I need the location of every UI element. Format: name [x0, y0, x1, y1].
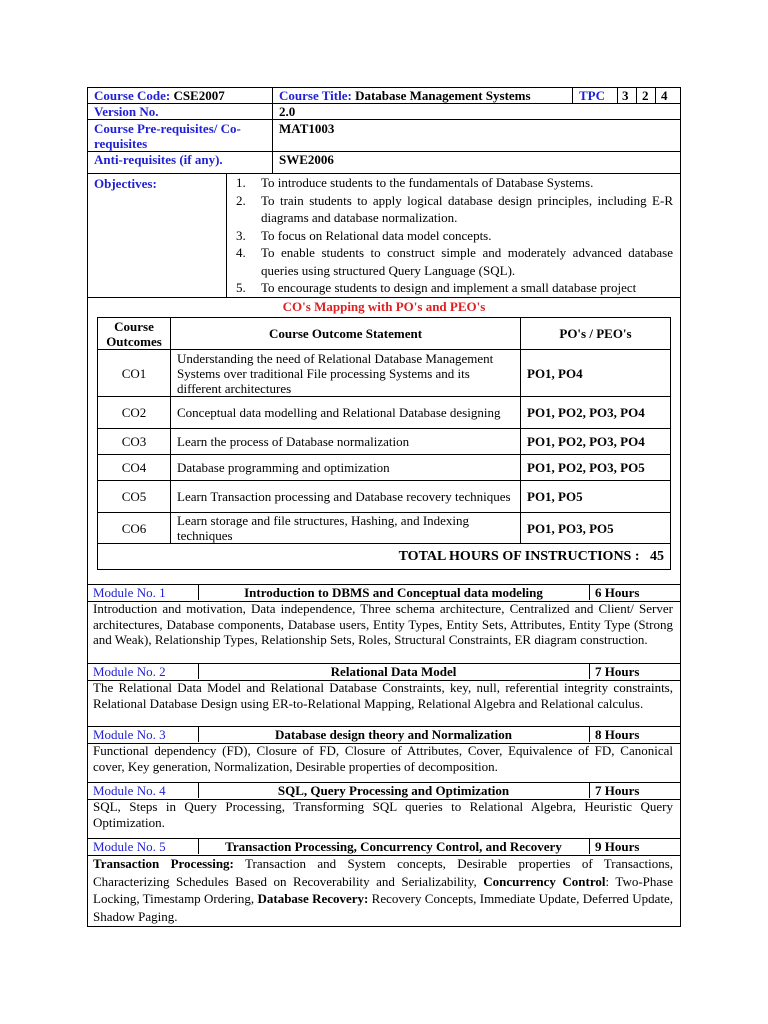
module-body-3: Functional dependency (FD), Closure of FD, Closure of Attributes, Cover, Equivalence of FD, Canonical cover, Key generation, Normalization, Desirable properties of decomposition.: [93, 743, 673, 774]
divider: [87, 119, 681, 120]
module-label: Module No. 1: [93, 585, 166, 600]
co-id: CO5: [98, 481, 171, 513]
module-label: Module No. 5: [93, 839, 166, 854]
list-item: 3. To focus on Relational data model concepts.: [236, 227, 492, 243]
module-body-5: Transaction Processing: Transaction and System concepts, Desirable properties of Transactions, Characterizing Schedules Based on Recoverability and Serializability, Concurrency Control: Two-Phase Locking, Timestamp Ordering, Database Recovery: Recovery Concepts, Immediate Update, Deferred Update, Shadow Paging.: [93, 856, 674, 924]
col-header-po: PO's / PEO's: [521, 318, 671, 350]
list-item: 5. To encourage students to design and implement a small database project: [236, 280, 637, 295]
course-code: Course Code: CSE2007: [94, 88, 225, 103]
co-statement: Conceptual data modelling and Relational Database designing: [171, 397, 521, 429]
total-hours-row: [98, 544, 671, 570]
co-po: PO1, PO3, PO5: [521, 513, 671, 544]
co-po: PO1, PO5: [521, 481, 671, 513]
module-body-2: The Relational Data Model and Relational Database Constraints, key, null, referential integrity constraints, Relational Database Design using ER-to-Relational Mapping, Relational Algebra and Relational calculus.: [93, 680, 673, 711]
module-header-5: [87, 838, 681, 856]
module-label: Module No. 2: [93, 664, 166, 679]
divider: [87, 297, 681, 298]
tpc-label: TPC: [579, 88, 605, 103]
co-id: CO2: [98, 397, 171, 429]
prereq-label: Course Pre-requisites/ Co- requisites: [94, 121, 241, 151]
co-statement: Understanding the need of Relational Database Management Systems over traditional File processing Systems and its different architectures: [171, 350, 521, 397]
objectives-list: [236, 174, 673, 297]
course-title: Course Title: Database Management Systems: [279, 88, 531, 103]
module-body-4: SQL, Steps in Query Processing, Transforming SQL queries to Relational Algebra, Heuristic Query Optimization.: [93, 799, 673, 830]
module-body-1: Introduction and motivation, Data independence, Three schema architecture, Centralized and Client/ Server architectures, Database components, Database users, Entity Types, Entity Sets, Attributes, Entity Type (Strong and Weak), Relationship Types, Relationship Sets, Roles, Structural Constraints, ER diagram construction.: [93, 601, 673, 647]
co-statement: Learn Transaction processing and Database recovery techniques: [171, 481, 521, 513]
list-item: 2. To train students to apply logical database design principles, including E-R diagrams and database normalization.: [236, 192, 673, 225]
table-row: [98, 397, 671, 429]
co-statement: Database programming and optimization: [171, 455, 521, 481]
co-po: PO1, PO2, PO3, PO4: [521, 397, 671, 429]
table-row: [98, 513, 671, 544]
module-header-3: [87, 726, 681, 744]
co-po: PO1, PO4: [521, 350, 671, 397]
co-po: PO1, PO2, PO3, PO4: [521, 429, 671, 455]
divider: [636, 87, 637, 103]
co-id: CO6: [98, 513, 171, 544]
col-header-statement: Course Outcome Statement: [171, 318, 521, 350]
module-title: SQL, Query Processing and Optimization: [277, 783, 510, 798]
co-statement: Learn the process of Database normalization: [171, 429, 521, 455]
antireq-label: Anti-requisites (if any).: [94, 152, 223, 167]
table-header-row: [98, 318, 671, 350]
antireq-value: SWE2006: [279, 152, 334, 167]
tpc-theory: 3: [622, 88, 629, 103]
divider: [272, 87, 273, 173]
objectives-label: Objectives:: [94, 176, 157, 191]
module-title: Database design theory and Normalization: [275, 727, 512, 742]
table-row: [98, 481, 671, 513]
tpc-credits: 4: [661, 88, 668, 103]
divider: [87, 103, 681, 104]
co-id: CO1: [98, 350, 171, 397]
divider: [617, 87, 618, 103]
col-header-outcomes: Course Outcomes: [98, 318, 171, 350]
version-label: Version No.: [94, 104, 159, 119]
table-row: [98, 429, 671, 455]
list-item: 4. To enable students to construct simple and moderately advanced database queries using structured Query Language (SQL).: [236, 245, 673, 278]
table-row: [98, 350, 671, 397]
table-row: [98, 455, 671, 481]
co-id: CO4: [98, 455, 171, 481]
mapping-title: CO's Mapping with PO's and PEO's: [282, 299, 486, 314]
module-hours: 7 Hours: [595, 783, 640, 798]
divider: [572, 87, 573, 103]
divider: [655, 87, 656, 103]
module-hours: 6 Hours: [595, 585, 640, 600]
version-value: 2.0: [279, 104, 296, 119]
module-title: Relational Data Model: [330, 664, 457, 679]
module-hours: 9 Hours: [595, 839, 640, 854]
prereq-value: MAT1003: [279, 121, 335, 136]
module-hours: 7 Hours: [595, 664, 640, 679]
divider: [226, 173, 227, 297]
module-header-1: [87, 584, 681, 602]
module-title: Introduction to DBMS and Conceptual data modeling: [244, 585, 543, 600]
co-po: PO1, PO2, PO3, PO5: [521, 455, 671, 481]
list-item: 1. To introduce students to the fundamentals of Database Systems.: [236, 175, 594, 190]
module-header-4: [87, 782, 681, 800]
module-header-2: [87, 663, 681, 681]
module-hours: 8 Hours: [595, 727, 640, 742]
tpc-practical: 2: [642, 88, 649, 103]
module-label: Module No. 3: [93, 727, 166, 742]
co-mapping-table: [97, 317, 671, 570]
module-title: Transaction Processing, Concurrency Control, and Recovery: [225, 839, 562, 854]
co-id: CO3: [98, 429, 171, 455]
total-hours: TOTAL HOURS OF INSTRUCTIONS : 45: [98, 544, 671, 570]
module-label: Module No. 4: [93, 783, 166, 798]
co-statement: Learn storage and file structures, Hashing, and Indexing techniques: [171, 513, 521, 544]
